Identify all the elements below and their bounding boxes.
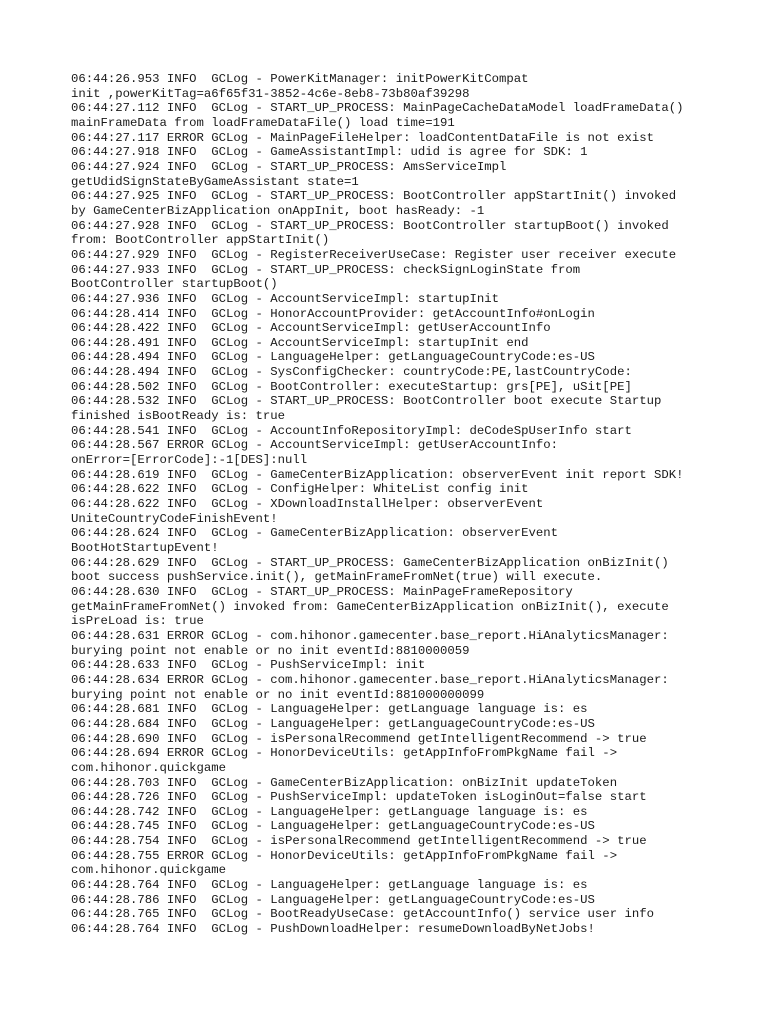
log-line: 06:44:28.754 INFO GCLog - isPersonalRecommend getIntelligentRecommend -> true: [71, 834, 647, 849]
log-line: mainFrameData from loadFrameDataFile() load time=191: [71, 115, 455, 130]
log-line: 06:44:28.755 ERROR GCLog - HonorDeviceUtils: getAppInfoFromPkgName fail ->: [71, 848, 618, 863]
log-line: 06:44:27.918 INFO GCLog - GameAssistantImpl: udid is agree for SDK: 1: [71, 145, 588, 160]
log-line: 06:44:28.567 ERROR GCLog - AccountServiceImpl: getUserAccountInfo:: [71, 438, 559, 453]
log-line: by GameCenterBizApplication onAppInit, boot hasReady: -1: [71, 203, 485, 218]
log-line: burying point not enable or no init eventId:881000000099: [71, 687, 485, 702]
log-line: 06:44:28.629 INFO GCLog - START_UP_PROCESS: GameCenterBizApplication onBizInit(): [71, 555, 669, 570]
log-line: finished isBootReady is: true: [71, 409, 286, 424]
log-line: 06:44:27.928 INFO GCLog - START_UP_PROCESS: BootController startupBoot() invoked: [71, 218, 669, 233]
log-line: BootHotStartupEvent!: [71, 541, 219, 555]
log-line: 06:44:28.634 ERROR GCLog - com.hihonor.gamecenter.base_report.HiAnalyticsManager:: [71, 672, 669, 687]
log-line: 06:44:28.690 INFO GCLog - isPersonalRecommend getIntelligentRecommend -> true: [71, 731, 647, 746]
log-line: 06:44:27.112 INFO GCLog - START_UP_PROCESS: MainPageCacheDataModel loadFrameData(): [71, 101, 684, 116]
log-line: 06:44:28.726 INFO GCLog - PushServiceImpl: updateToken isLoginOut=false start: [71, 790, 647, 805]
log-line: 06:44:28.630 INFO GCLog - START_UP_PROCESS: MainPageFrameRepository: [71, 584, 573, 599]
log-line: 06:44:27.933 INFO GCLog - START_UP_PROCESS: checkSignLoginState from: [71, 262, 581, 277]
log-line: 06:44:27.936 INFO GCLog - AccountServiceImpl: startupInit: [71, 291, 500, 306]
log-line: boot success pushService.init(), getMainFrameFromNet(true) will execute.: [71, 570, 603, 585]
log-line: 06:44:28.494 INFO GCLog - SysConfigChecker: countryCode:PE,lastCountryCode:: [71, 365, 632, 380]
log-line: 06:44:28.622 INFO GCLog - XDownloadInstallHelper: observerEvent: [71, 497, 544, 512]
log-line: 06:44:28.764 INFO GCLog - LanguageHelper: getLanguage language is: es: [71, 878, 588, 893]
log-line: 06:44:28.624 INFO GCLog - GameCenterBizApplication: observerEvent: [71, 526, 559, 541]
log-line: UniteCountryCodeFinishEvent!: [71, 511, 278, 526]
log-line: getUdidSignStateByGameAssistant state=1: [71, 174, 359, 189]
log-line: 06:44:27.925 INFO GCLog - START_UP_PROCESS: BootController appStartInit() invoked: [71, 189, 677, 204]
log-line: 06:44:28.502 INFO GCLog - BootController: executeStartup: grs[PE], uSit[PE]: [71, 379, 632, 394]
log-line: burying point not enable or no init eventId:8810000059: [71, 643, 470, 658]
log-line: 06:44:28.764 INFO GCLog - PushDownloadHelper: resumeDownloadByNetJobs!: [71, 922, 595, 937]
log-line: 06:44:28.742 INFO GCLog - LanguageHelper: getLanguage language is: es: [71, 804, 588, 819]
log-line: 06:44:28.532 INFO GCLog - START_UP_PROCESS: BootController boot execute Startup: [71, 394, 662, 409]
log-line: 06:44:28.541 INFO GCLog - AccountInfoRepositoryImpl: deCodeSpUserInfo start: [71, 423, 632, 438]
log-line: 06:44:28.694 ERROR GCLog - HonorDeviceUtils: getAppInfoFromPkgName fail ->: [71, 746, 618, 761]
log-line: 06:44:27.117 ERROR GCLog - MainPageFileHelper: loadContentDataFile is not exist: [71, 130, 654, 145]
log-line: 06:44:28.681 INFO GCLog - LanguageHelper: getLanguage language is: es: [71, 702, 588, 717]
log-line: 06:44:28.414 INFO GCLog - HonorAccountProvider: getAccountInfo#onLogin: [71, 306, 595, 321]
log-line: 06:44:28.684 INFO GCLog - LanguageHelper: getLanguageCountryCode:es-US: [71, 716, 595, 731]
log-line: 06:44:28.491 INFO GCLog - AccountServiceImpl: startupInit end: [71, 335, 529, 350]
log-line: onError=[ErrorCode]:-1[DES]:null: [71, 453, 308, 468]
log-line: isPreLoad is: true: [71, 614, 204, 629]
log-line: 06:44:28.765 INFO GCLog - BootReadyUseCase: getAccountInfo() service user info: [71, 907, 654, 922]
log-line: BootController startupBoot(): [71, 277, 278, 292]
log-line: 06:44:28.786 INFO GCLog - LanguageHelper: getLanguageCountryCode:es-US: [71, 892, 595, 907]
log-line: getMainFrameFromNet() invoked from: GameCenterBizApplication onBizInit(), execute: [71, 599, 669, 614]
log-text-block: [71, 72, 711, 937]
log-line: 06:44:27.924 INFO GCLog - START_UP_PROCESS: AmsServiceImpl: [71, 159, 507, 174]
log-line: 06:44:28.703 INFO GCLog - GameCenterBizApplication: onBizInit updateToken: [71, 775, 618, 790]
log-line: 06:44:28.622 INFO GCLog - ConfigHelper: WhiteList config init: [71, 482, 529, 497]
log-line: 06:44:28.631 ERROR GCLog - com.hihonor.gamecenter.base_report.HiAnalyticsManager:: [71, 628, 669, 643]
log-line: 06:44:28.745 INFO GCLog - LanguageHelper: getLanguageCountryCode:es-US: [71, 819, 595, 834]
log-line: 06:44:28.619 INFO GCLog - GameCenterBizApplication: observerEvent init report SDK!: [71, 467, 684, 482]
log-line: from: BootController appStartInit(): [71, 233, 330, 248]
log-line: 06:44:26.953 INFO GCLog - PowerKitManager: initPowerKitCompat: [71, 72, 529, 86]
log-line: 06:44:28.422 INFO GCLog - AccountServiceImpl: getUserAccountInfo: [71, 321, 551, 336]
log-line: 06:44:28.494 INFO GCLog - LanguageHelper: getLanguageCountryCode:es-US: [71, 350, 595, 365]
log-line: 06:44:27.929 INFO GCLog - RegisterReceiverUseCase: Register user receiver execute: [71, 247, 677, 262]
log-line: com.hihonor.quickgame: [71, 760, 226, 775]
log-line: com.hihonor.quickgame: [71, 863, 226, 878]
log-line: 06:44:28.633 INFO GCLog - PushServiceImpl: init: [71, 658, 426, 673]
log-line: init ,powerKitTag=a6f65f31-3852-4c6e-8eb8-73b80af39298: [71, 86, 470, 101]
